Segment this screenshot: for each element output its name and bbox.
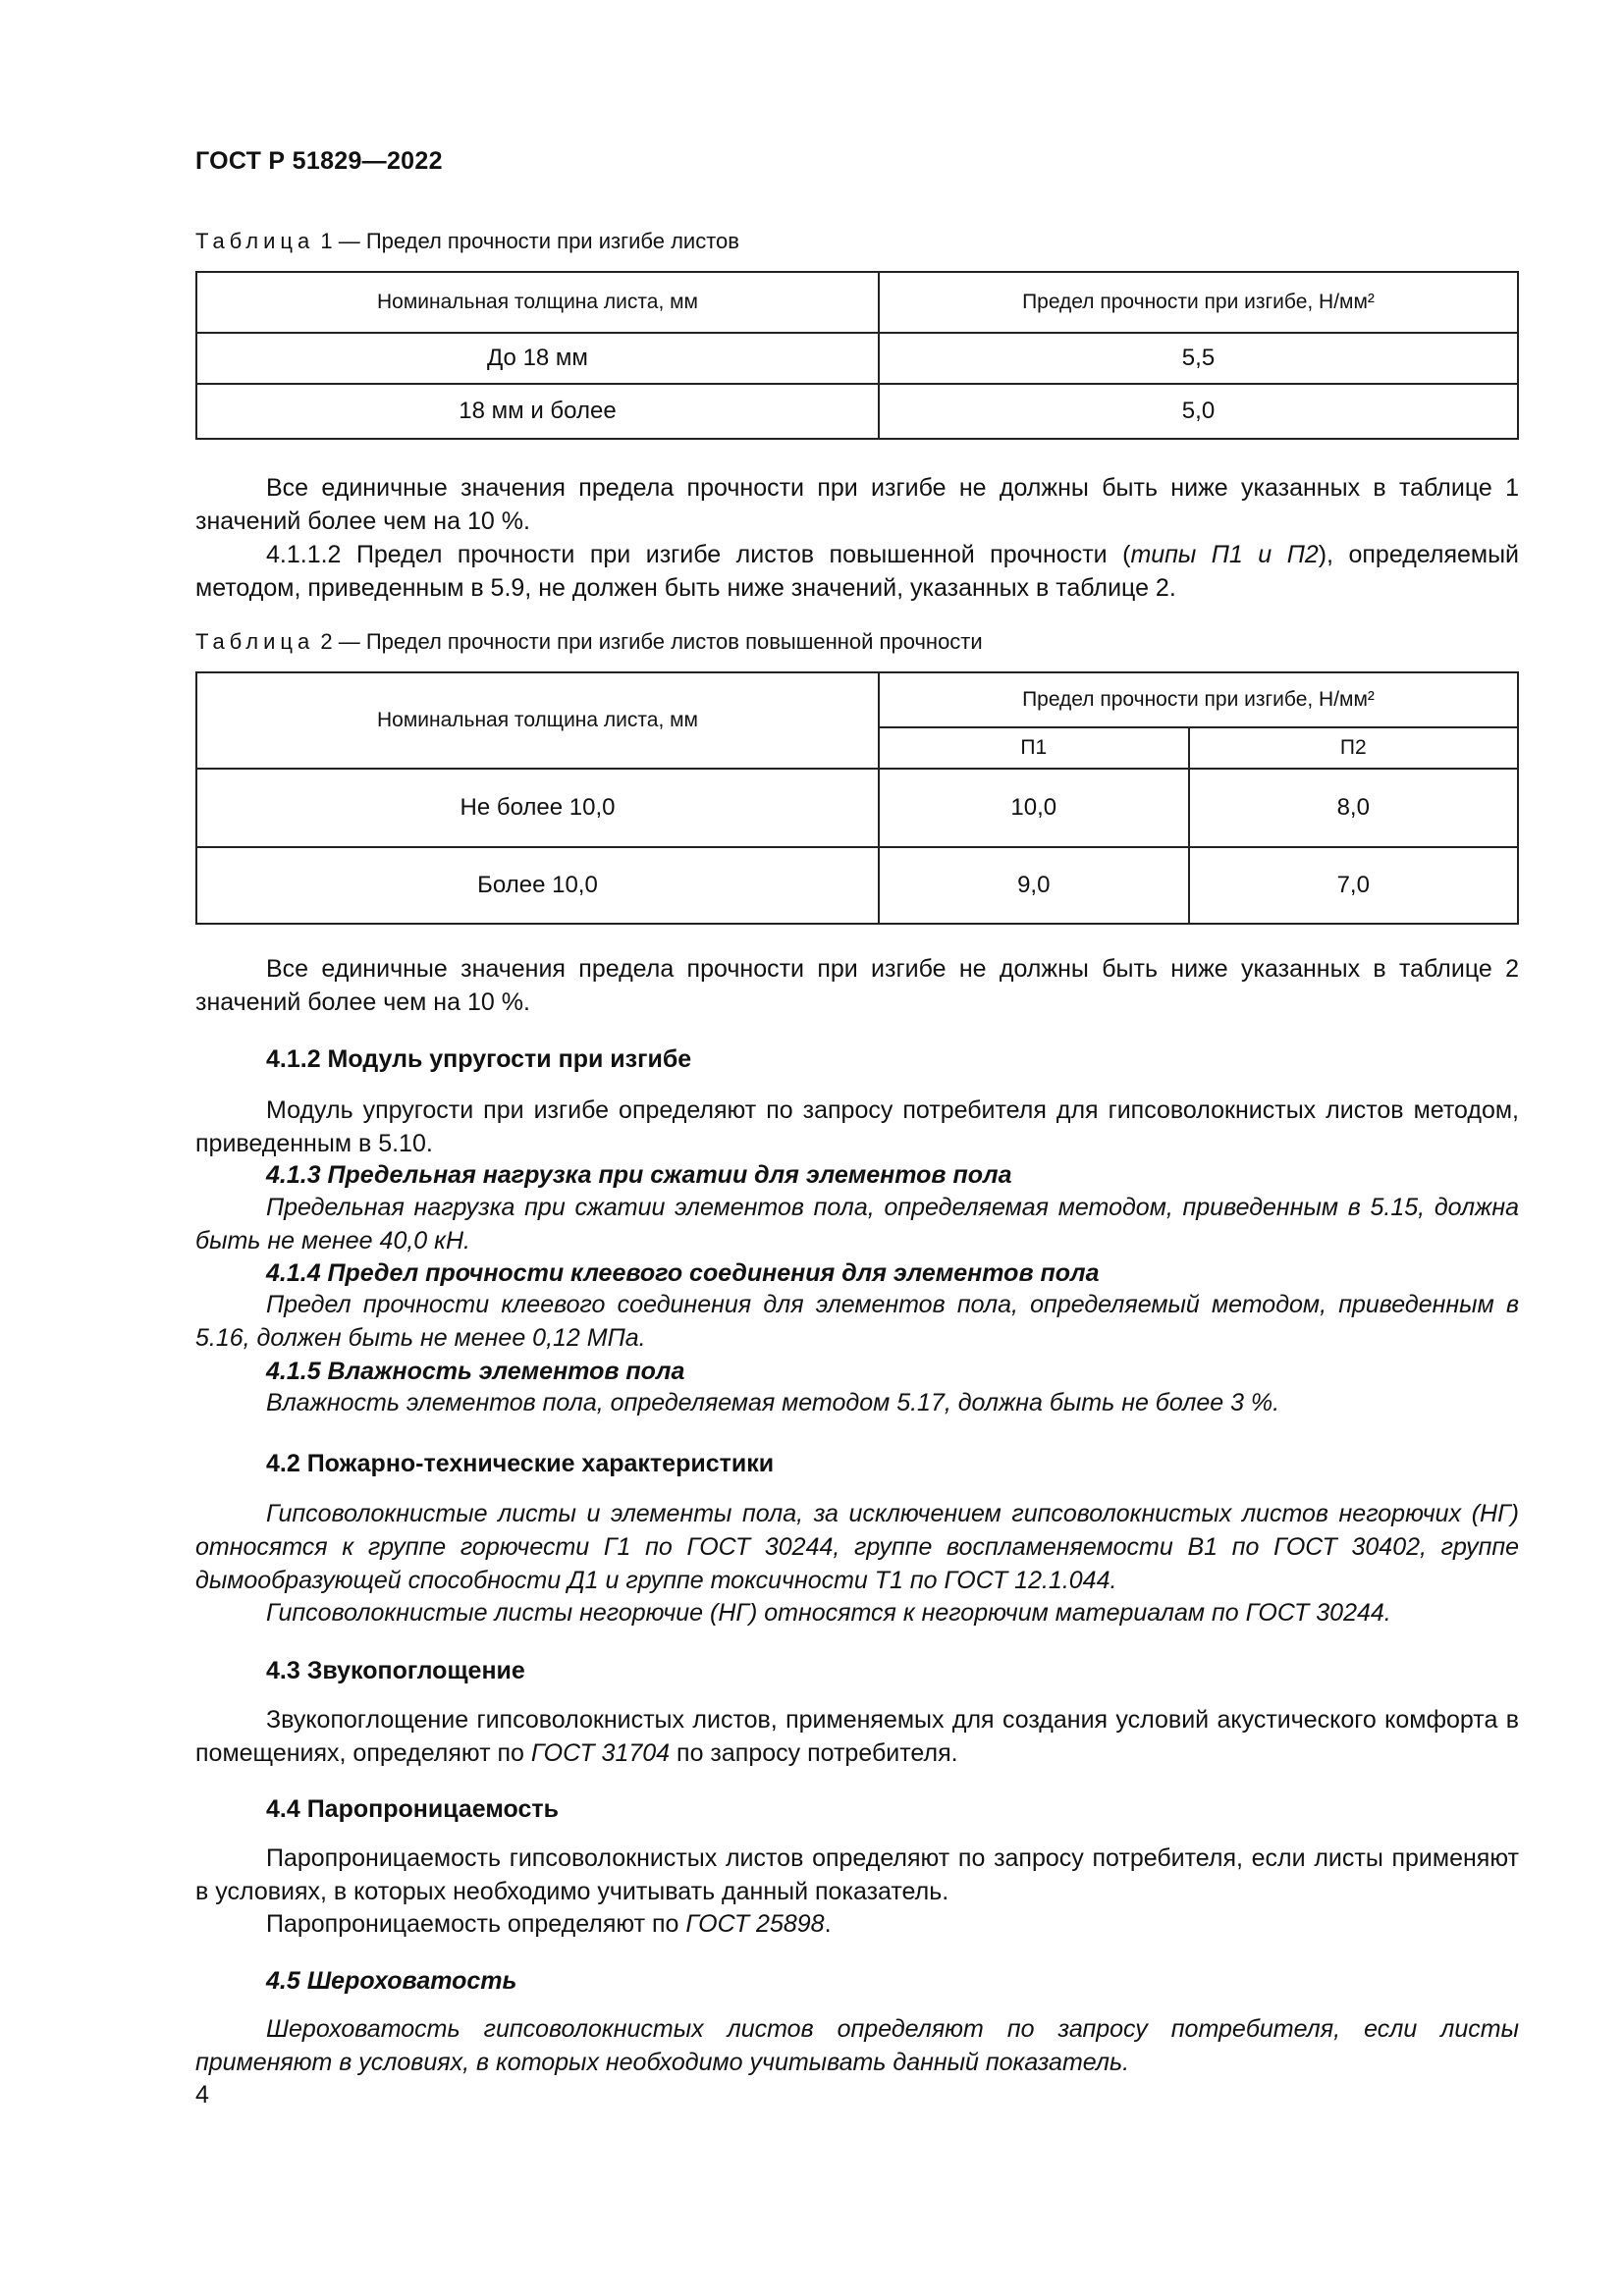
s43-gost-ref: ГОСТ 31704 bbox=[530, 1739, 671, 1767]
section-heading-4-1-5: 4.1.5 Влажность элементов пола bbox=[266, 1358, 685, 1385]
table-row bbox=[196, 847, 1518, 924]
table2-caption-text: 2 — Предел прочности при изгибе листов повышенной прочности bbox=[314, 629, 983, 654]
section-text-4-1-3: Предельная нагрузка при сжатии элементов пола, определяемая методом, приведенным в 5.15, должна быть не менее 40,0 кН. bbox=[195, 1194, 1519, 1255]
section-heading-4-1-3: 4.1.3 Предельная нагрузка при сжатии для элементов пола bbox=[266, 1161, 1012, 1189]
p2-italic: типы П1 и П2 bbox=[1130, 541, 1319, 568]
s43-text-a: Звукопоглощение гипсоволокнистых листов, применяемых для создания условий акустического комфорта в помещениях, определяют по bbox=[195, 1706, 1519, 1767]
section-text-4-4-b bbox=[195, 1907, 1519, 1941]
section-heading-4-1-2: 4.1.2 Модуль упругости при изгибе bbox=[266, 1045, 692, 1073]
section-text-4-1-2: Модуль упругости при изгибе определяют по запросу потребителя для гипсоволокнистых листов методом, приведенным в 5.10. bbox=[195, 1096, 1519, 1157]
section-text-4-4-a: Паропроницаемость гипсоволокнистых листов определяют по запросу потребителя, если листы применяют в условиях, в которых необходимо учитывать данный показатель. bbox=[195, 1844, 1519, 1905]
table2 bbox=[195, 671, 1519, 925]
p2-part2: ), определяемый методом, приведенным в 5.9, не должен быть ниже значений, указанных в таблице 2. bbox=[195, 541, 1520, 602]
page-number: 4 bbox=[195, 2081, 209, 2109]
paragraph-4-1-1-2 bbox=[195, 538, 1519, 605]
section-text-4-1-4: Предел прочности клеевого соединения для элементов пола, определяемый методом, приведенным в 5.16, должен быть не менее 0,12 МПа. bbox=[195, 1291, 1519, 1352]
table1-caption-prefix: Таблица bbox=[195, 229, 315, 253]
table1-col1-header: Номинальная толщина листа, мм bbox=[196, 272, 879, 333]
s44-text-b: . bbox=[824, 1910, 832, 1938]
table1-header-row bbox=[196, 272, 1518, 333]
section-text-4-2-b: Гипсоволокнистые листы негорючие (НГ) относятся к негорючим материалам по ГОСТ 30244. bbox=[266, 1599, 1391, 1627]
paragraph-table1-note: Все единичные значения предела прочности при изгибе не должны быть ниже указанных в таблице 1 значений более чем на 10 %. bbox=[195, 474, 1519, 535]
table2-cell-p2: 8,0 bbox=[1189, 769, 1518, 847]
section-text-4-2-a: Гипсоволокнистые листы и элементы пола, за исключением гипсоволокнистых листов негорючих (НГ) относятся к группе горючести Г1 по ГОСТ 30244, группе воспламеняемости В1 по ГОСТ 30402, группе дымообразующей способности Д1 и группе токсичности Т1 по ГОСТ 12.1.044. bbox=[195, 1500, 1519, 1594]
section-text-4-3 bbox=[195, 1703, 1519, 1770]
p2-part1: 4.1.1.2 Предел прочности при изгибе листов повышенной прочности ( bbox=[266, 541, 1131, 568]
section-heading-4-3: 4.3 Звукопоглощение bbox=[266, 1657, 525, 1684]
paragraph-table2-note: Все единичные значения предела прочности при изгибе не должны быть ниже указанных в таблице 2 значений более чем на 10 %. bbox=[195, 955, 1519, 1016]
table2-cell-p1: 9,0 bbox=[879, 847, 1189, 924]
section-heading-4-5: 4.5 Шероховатость bbox=[266, 1967, 517, 1995]
table2-caption bbox=[195, 629, 1519, 655]
section-heading-4-4: 4.4 Паропроницаемость bbox=[266, 1795, 559, 1823]
table-row bbox=[196, 769, 1518, 847]
table-row bbox=[196, 384, 1518, 439]
section-heading-4-2: 4.2 Пожарно-технические характеристики bbox=[266, 1450, 775, 1477]
table-row bbox=[196, 333, 1518, 384]
table1-cell-value: 5,5 bbox=[879, 333, 1518, 384]
s44-text-a: Паропроницаемость определяют по bbox=[266, 1910, 686, 1938]
table2-header-row bbox=[196, 672, 1518, 727]
table1-caption-text: 1 — Предел прочности при изгибе листов bbox=[314, 229, 739, 253]
table2-sub-p1: П1 bbox=[879, 727, 1189, 769]
table2-cell-p2: 7,0 bbox=[1189, 847, 1518, 924]
table1-cell-value: 5,0 bbox=[879, 384, 1518, 439]
table1-cell-thickness: 18 мм и более bbox=[196, 384, 879, 439]
table1-caption bbox=[195, 229, 1519, 254]
table2-caption-prefix: Таблица bbox=[195, 629, 315, 654]
document-header: ГОСТ Р 51829—2022 bbox=[195, 147, 443, 175]
s43-text-b: по запросу потребителя. bbox=[670, 1739, 958, 1767]
table1-cell-thickness: До 18 мм bbox=[196, 333, 879, 384]
table2-col2-header: Предел прочности при изгибе, Н/мм² bbox=[879, 672, 1518, 727]
table2-cell-thickness: Не более 10,0 bbox=[196, 769, 879, 847]
section-text-4-5: Шероховатость гипсоволокнистых листов определяют по запросу потребителя, если листы применяют в условиях, в которых необходимо учитывать данный показатель. bbox=[195, 2015, 1519, 2076]
table2-sub-p2: П2 bbox=[1189, 727, 1518, 769]
table2-cell-thickness: Более 10,0 bbox=[196, 847, 879, 924]
section-text-4-1-5: Влажность элементов пола, определяемая методом 5.17, должна быть не более 3 %. bbox=[266, 1389, 1280, 1416]
document-page bbox=[195, 0, 1519, 2296]
s44-gost-ref: ГОСТ 25898 bbox=[685, 1910, 825, 1938]
table1 bbox=[195, 271, 1519, 440]
table2-col1-header: Номинальная толщина листа, мм bbox=[196, 672, 879, 769]
section-heading-4-1-4: 4.1.4 Предел прочности клеевого соединения для элементов пола bbox=[266, 1259, 1100, 1287]
table1-col2-header: Предел прочности при изгибе, Н/мм² bbox=[879, 272, 1518, 333]
table2-cell-p1: 10,0 bbox=[879, 769, 1189, 847]
